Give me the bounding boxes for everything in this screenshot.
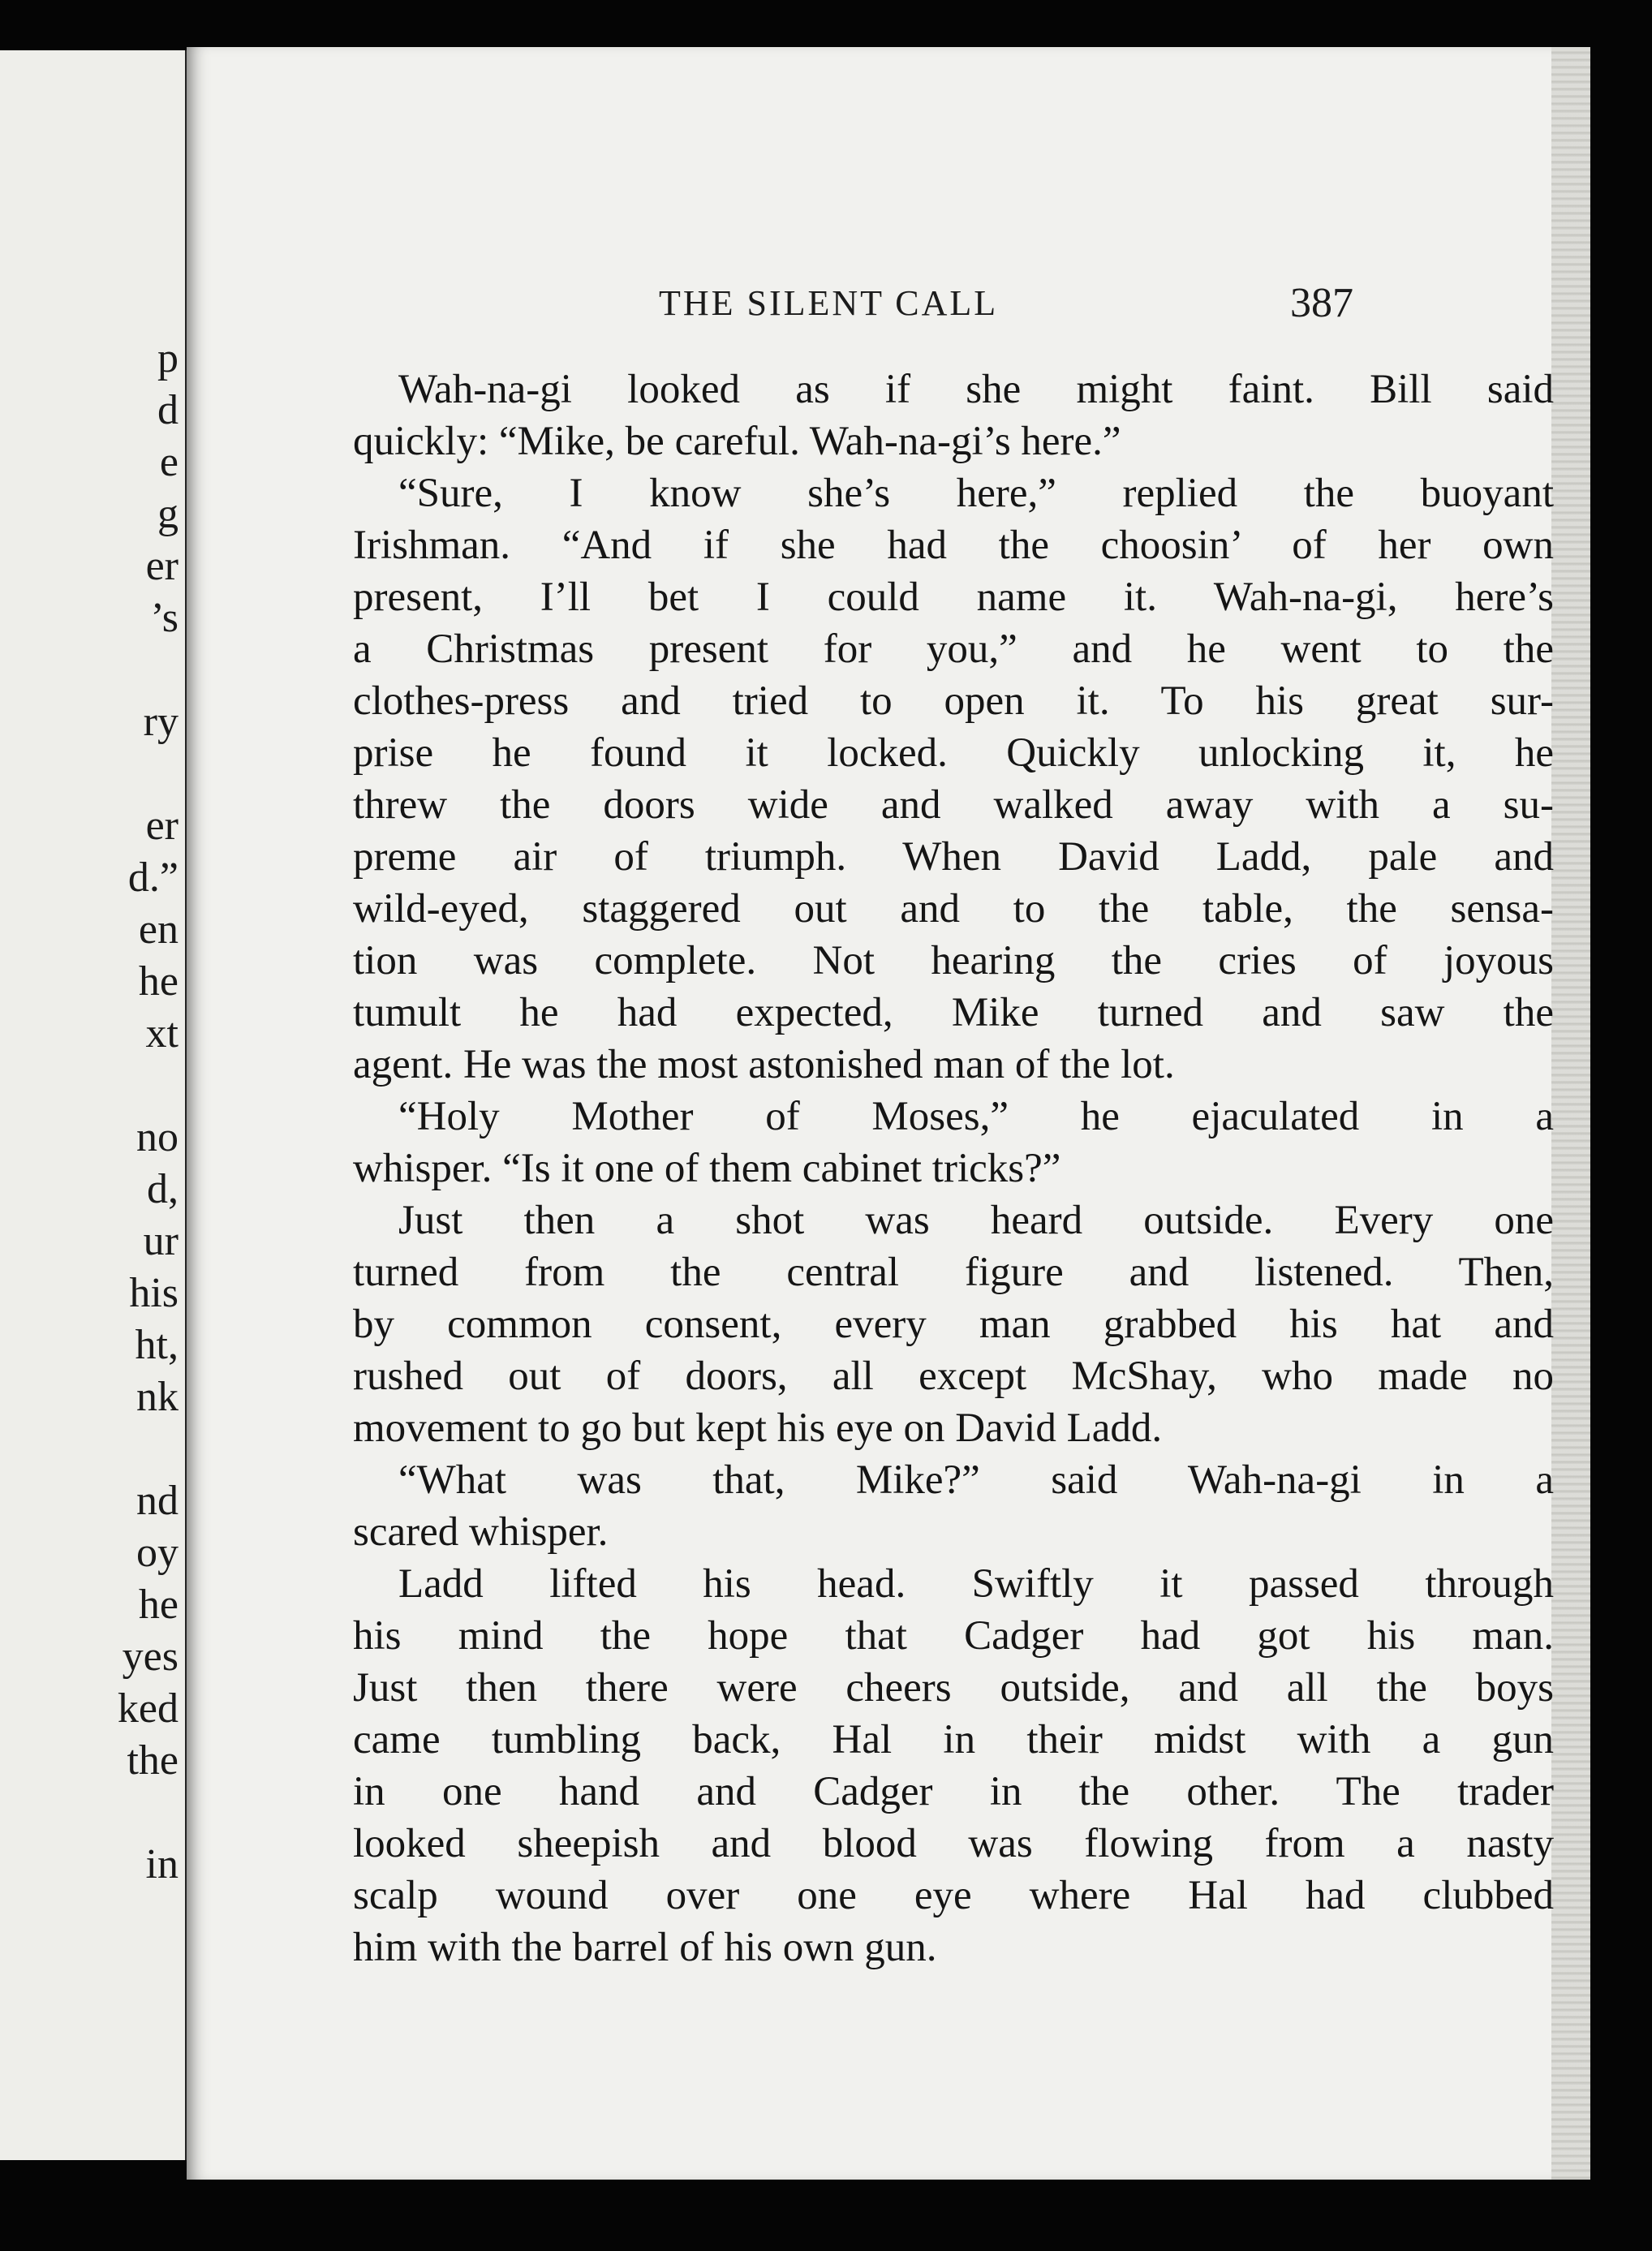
previous-page-line-fragment: ur [143,1218,179,1264]
text-line: “What was that, Mike?” said Wah-na-gi in a [398,1457,1554,1503]
text-line: looked sheepish and blood was flowing from a nasty [353,1821,1554,1866]
previous-page-line-fragment: ked [117,1685,179,1732]
previous-page-line-fragment: p [157,335,179,381]
text-line: scared whisper. [353,1509,609,1555]
text-line: by common consent, every man grabbed his hat and [353,1302,1554,1347]
text-line: Just then a shot was heard outside. Every one [398,1198,1554,1243]
previous-page-line-fragment: ht, [135,1322,179,1368]
previous-page-line-fragment [118,1423,179,1475]
text-line: agent. He was the most astonished man of the lot. [353,1042,1175,1087]
previous-page-line-fragment: no [136,1114,179,1160]
text-line: quickly: “Mike, be careful. Wah-na-gi’s here.” [353,419,1121,464]
previous-page-line-fragment [118,644,179,696]
previous-page-line-fragment: the [127,1737,179,1784]
previous-page-line-fragment: en [138,906,179,953]
text-line: present, I’ll bet I could name it. Wah-na-gi, here’s [353,575,1554,620]
previous-page-line-fragment [118,748,179,800]
previous-page-fragment [0,50,196,2160]
previous-page-line-fragment: he [138,1582,179,1628]
text-line: prise he found it locked. Quickly unlocking it, he [353,730,1554,776]
previous-page-line-fragment: he [138,958,179,1005]
body-text [353,364,1554,1973]
previous-page-line-fragment [118,1787,179,1839]
text-line: whisper. “Is it one of them cabinet tricks?” [353,1146,1061,1191]
text-line: “Holy Mother of Moses,” he ejaculated in a [398,1094,1554,1139]
text-line: preme air of triumph. When David Ladd, pale and [353,834,1554,880]
text-line: tumult he had expected, Mike turned and saw the [353,990,1554,1035]
text-line: rushed out of doors, all except McShay, who made no [353,1354,1554,1399]
previous-page-line-fragment: yes [122,1633,179,1680]
page-header [187,282,1590,339]
previous-page-line-fragment: e [159,439,179,485]
previous-page-line-fragment: ’s [150,595,179,641]
text-line: threw the doors wide and walked away with a su- [353,782,1554,828]
text-line: turned from the central figure and listened. Then, [353,1250,1554,1295]
previous-page-line-fragment: in [145,1841,179,1887]
page-edge-stack [1551,47,1590,2180]
previous-page-line-fragment: d.” [127,854,179,901]
previous-page-text-edge [118,333,179,1891]
previous-page-line-fragment: er [145,803,179,849]
text-line: clothes-press and tried to open it. To his great sur- [353,678,1554,724]
previous-page-line-fragment: er [145,543,179,589]
text-line: Irishman. “And if she had the choosin’ of her own [353,523,1554,568]
text-line: came tumbling back, Hal in their midst with a gun [353,1717,1554,1762]
text-line: scalp wound over one eye where Hal had clubbed [353,1873,1554,1918]
text-line: in one hand and Cadger in the other. The trader [353,1769,1554,1814]
previous-page-line-fragment: d, [147,1166,179,1212]
previous-page-line-fragment: nd [136,1478,179,1524]
book-page [187,47,1590,2180]
text-line: Just then there were cheers outside, and all the boys [353,1665,1554,1711]
text-line: movement to go but kept his eye on David Ladd. [353,1405,1163,1451]
text-line: him with the barrel of his own gun. [353,1925,937,1970]
previous-page-line-fragment: ry [143,699,179,745]
page-number: 387 [1290,280,1353,326]
text-line: his mind the hope that Cadger had got his man. [353,1613,1554,1659]
previous-page-line-fragment: his [129,1270,179,1316]
text-line: tion was complete. Not hearing the cries of joyous [353,938,1554,983]
text-line: a Christmas present for you,” and he went to the [353,626,1554,672]
previous-page-line-fragment: d [157,387,179,433]
text-line: wild-eyed, staggered out and to the table, the sensa- [353,886,1554,932]
text-line: “Sure, I know she’s here,” replied the buoyant [398,471,1554,516]
text-line: Ladd lifted his head. Swiftly it passed through [398,1561,1554,1607]
previous-page-line-fragment: oy [136,1530,179,1576]
previous-page-line-fragment: g [157,491,179,537]
previous-page-line-fragment [118,1060,179,1112]
running-title: THE SILENT CALL [659,283,999,323]
text-line: Wah-na-gi looked as if she might faint. Bill said [398,367,1554,412]
previous-page-line-fragment: nk [136,1374,179,1420]
previous-page-line-fragment: xt [145,1010,179,1057]
